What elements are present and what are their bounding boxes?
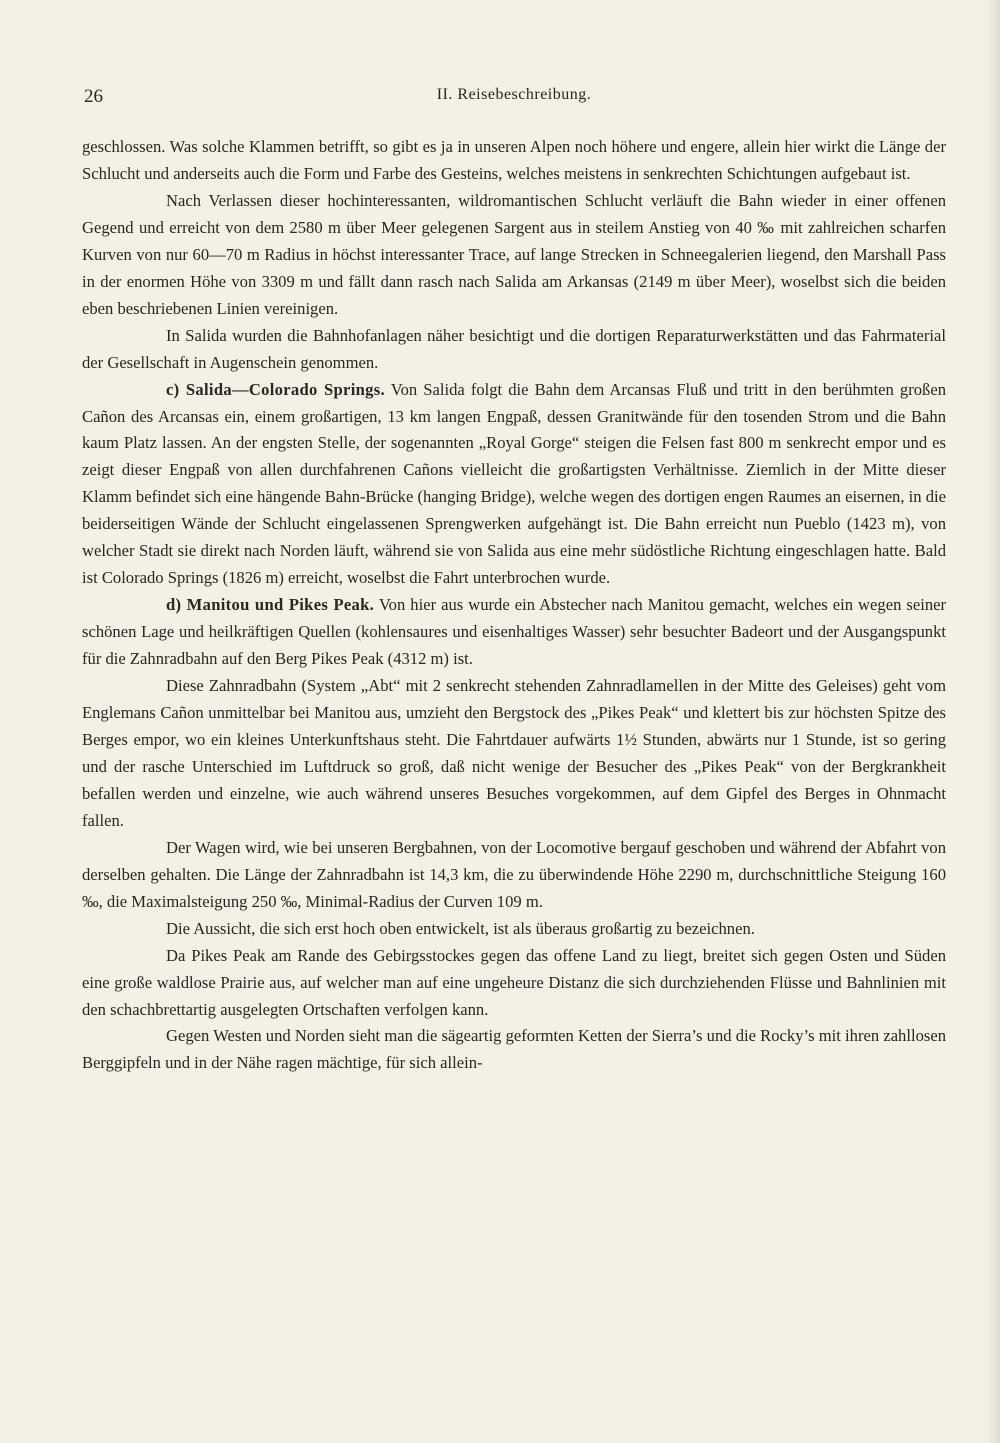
paragraph-text: Der Wagen wird, wie bei unseren Bergbahnen, von der Locomotive bergauf geschoben und während der Abfahrt von derselben gehalten. Die Länge der Zahnradbahn ist 14,3 km, die zu überwindende Höhe 2290 m, durchschnittliche Steigung 160 ‰, die Maximalsteigung 250 ‰, Minimal-Radius der Curven 109 m.	[82, 837, 946, 911]
page-header	[84, 86, 944, 112]
section-heading-d: d) Manitou und Pikes Peak.	[166, 595, 375, 615]
paragraph	[82, 835, 946, 916]
paragraph-text: Nach Verlassen dieser hochinteressanten, wildromantischen Schlucht verläuft die Bahn wieder in einer offenen Gegend und erreicht von dem 2580 m über Meer gelegenen Sargent aus in steilem Anstieg von 40 ‰ mit zahlreichen scharfen Kurven von nur 60—70 m Radius in höchst interessanter Trace, auf lange Strecken in Schneegalerien liegend, den Marshall Pass in der enormen Höhe von 3309 m und fällt dann rasch nach Salida am Arkansas (2149 m über Meer), woselbst sich die beiden eben beschriebenen Linien vereinigen.	[82, 190, 946, 318]
paragraph-text: Gegen Westen und Norden sieht man die sägeartig geformten Ketten der Sierra’s und die Rocky’s mit ihren zahllosen Berggipfeln und in der Nähe ragen mächtige, für sich allein-	[82, 1026, 946, 1073]
paragraph	[82, 592, 946, 673]
section-heading-c: c) Salida—Colorado Springs.	[166, 379, 385, 399]
paragraph	[82, 377, 946, 593]
paragraph	[82, 134, 946, 188]
paragraph	[82, 188, 946, 323]
paragraph-text: In Salida wurden die Bahnhofanlagen näher besichtigt und die dortigen Reparaturwerkstätten und das Fahrmaterial der Gesellschaft in Augenschein genommen.	[82, 325, 946, 372]
paragraph-text: Von hier aus wurde ein Abstecher nach Manitou gemacht, welches ein wegen seiner schönen Lage und heilkräftigen Quellen (kohlensaures und eisenhaltiges Wasser) sehr besuchter Badeort und der Ausgangspunkt für die Zahnradbahn auf den Berg Pikes Peak (4312 m) ist.	[82, 595, 947, 669]
page-edge-shading	[986, 0, 1000, 1443]
page-number: 26	[84, 86, 103, 107]
body-text	[82, 134, 946, 1077]
paragraph-text: Diese Zahnradbahn (System „Abt“ mit 2 senkrecht stehenden Zahnradlamellen in der Mitte des Geleises) geht vom Englemans Cañon unmittelbar bei Manitou aus, umzieht den Bergstock des „Pikes Peak“ und klettert bis zur höchsten Spitze des Berges empor, wo ein kleines Unterkunftshaus steht. Die Fahrtdauer aufwärts 1½ Stunden, abwärts nur 1 Stunde, ist so gering und der rasche Unterschied im Luftdruck so groß, daß nicht wenige der Besucher des „Pikes Peak“ von der Bergkrankheit befallen werden und einzelne, wie auch während unseres Besuches vorgekommen, auf dem Gipfel des Berges in Ohnmacht fallen.	[82, 676, 946, 830]
paragraph-text: Von Salida folgt die Bahn dem Arcansas Fluß und tritt in den berühmten großen Cañon des Arcansas ein, einem großartigen, 13 km langen Engpaß, dessen Granitwände für den tosenden Strom und die Bahn kaum Platz lassen. An der engsten Stelle, der sogenannten „Royal Gorge“ steigen die Felsen fast 800 m senkrecht empor und es zeigt dieser Engpaß von allen durchfahrenen Cañons vielleicht die großartigsten Verhältnisse. Ziemlich in der Mitte dieser Klamm befindet sich eine hängende Bahn-Brücke (hanging Bridge), welche wegen des dortigen engen Raumes an eisernen, in die beiderseitigen Wände der Schlucht eingelassenen Sprengwerken aufgehängt ist. Die Bahn erreicht nun Pueblo (1423 m), von welcher Stadt sie direkt nach Norden läuft, während sie von Salida aus eine mehr südöstliche Richtung eingeschlagen hatte. Bald ist Colorado Springs (1826 m) erreicht, woselbst die Fahrt unterbrochen wurde.	[82, 379, 946, 588]
running-head: II. Reisebeschreibung.	[436, 86, 592, 103]
paragraph	[82, 916, 946, 943]
paragraph-text: geschlossen. Was solche Klammen betrifft, so gibt es ja in unseren Alpen noch höhere und engere, allein hier wirkt die Länge der Schlucht und anderseits auch die Form und Farbe des Gesteins, welches meistens in senkrechten Schichtungen aufgebaut ist.	[82, 137, 946, 183]
paragraph-text: Da Pikes Peak am Rande des Gebirgsstockes gegen das offene Land zu liegt, breitet sich gegen Osten und Süden eine große waldlose Prairie aus, auf welcher man auf eine ungeheure Distanz die sich durchziehenden Flüsse und Bahnlinien mit den schachbrettartig ausgelegten Ortschaften verfolgen kann.	[82, 945, 946, 1019]
paragraph	[82, 1023, 946, 1077]
paragraph	[82, 323, 946, 377]
paragraph-text: Die Aussicht, die sich erst hoch oben entwickelt, ist als überaus großartig zu bezeichnen.	[166, 918, 755, 938]
paragraph	[82, 943, 946, 1024]
paragraph	[82, 673, 946, 835]
